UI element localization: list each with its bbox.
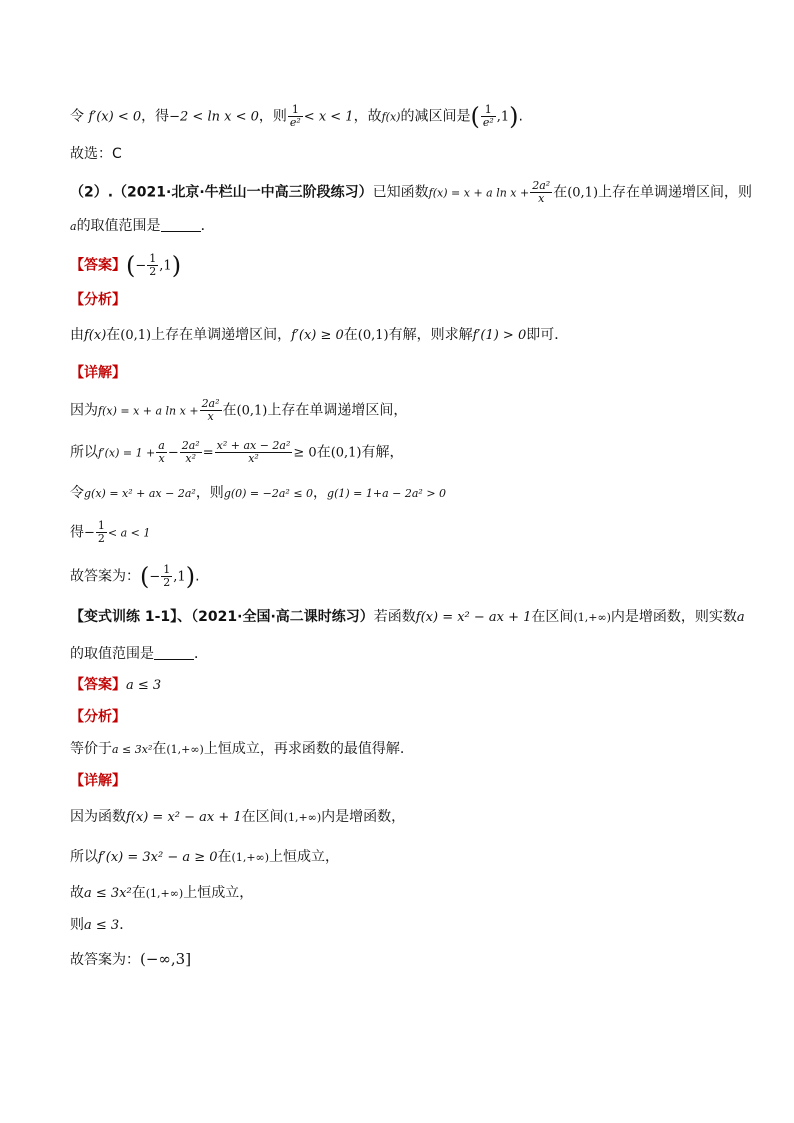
question-2-line-2 [70, 215, 734, 238]
text: ，则 [258, 108, 287, 125]
fraction [288, 104, 303, 129]
text: 上恒成立，再求函数的最值得解. [203, 741, 405, 757]
text: 在区间 [241, 809, 284, 825]
detail-line-3 [70, 482, 734, 505]
math: − [167, 445, 179, 461]
text: 的减区间是 [400, 108, 471, 125]
analysis-line-2 [70, 738, 734, 761]
math: = [202, 445, 214, 461]
text: 1 [149, 252, 157, 265]
paren: ) [171, 251, 182, 280]
text: 2 [97, 532, 105, 545]
text: ． [194, 646, 208, 662]
math: (1,+∞) [573, 611, 611, 624]
math: a ≤ 3x² [112, 743, 153, 756]
detail-tag-1 [70, 362, 734, 384]
math: f′(x) < 0 [88, 109, 142, 125]
fraction [200, 398, 222, 423]
math: < a < 1 [107, 526, 151, 540]
text: 故答案为： [70, 568, 140, 585]
text: 在区间 [531, 609, 574, 625]
text: 有解， [361, 444, 404, 461]
text: 则 [70, 917, 84, 933]
detail-tag: 【详解】 [70, 365, 126, 381]
text: 有解，则求解 [388, 327, 473, 343]
math: a ≤ 3 [126, 678, 162, 693]
math: g(1) = 1+a − 2a² > 0 [327, 487, 447, 500]
text: 1 [481, 104, 496, 117]
text: 在 [316, 444, 331, 461]
detail2-line-4 [70, 914, 734, 937]
detail-line-4 [70, 520, 734, 545]
math: − [149, 569, 161, 585]
math: ≥ 0 [293, 445, 317, 461]
text: 故答案为： [70, 952, 140, 968]
text: 内是增函数，则实数 [610, 609, 737, 625]
math: −2 < ln x < 0 [169, 109, 259, 125]
variant-line-1 [70, 606, 745, 629]
math: f(x) [381, 110, 401, 124]
fraction [156, 440, 167, 465]
text: 上存在单调递增区间， [267, 402, 408, 419]
solution-line-1 [70, 104, 734, 129]
text: ，故 [353, 108, 382, 125]
text: 在 [131, 885, 146, 901]
math: f′(1) > 0 [472, 328, 527, 343]
text: 令 [70, 108, 89, 125]
text: e² [289, 116, 301, 129]
detail-line-2 [70, 440, 734, 465]
math: f(x) = x² − ax + 1 [126, 810, 242, 825]
math: g(x) = x² + ax − 2a² [84, 487, 196, 500]
answer-blank [154, 645, 194, 660]
analysis-tag: 【分析】 [70, 292, 126, 308]
math: a [736, 610, 745, 625]
text: 若函数 [373, 609, 416, 625]
detail2-line-1 [70, 806, 734, 829]
math: f′(x) = 1 + [98, 446, 156, 460]
detail-line-1 [70, 398, 734, 423]
math: ,1 [496, 109, 510, 125]
text: x² [248, 452, 259, 465]
answer-line-2 [70, 674, 734, 697]
text: 1 [97, 519, 105, 532]
fraction [161, 564, 172, 589]
text: ( [140, 562, 150, 591]
math: (0,1) [357, 328, 389, 343]
text: 在 [343, 327, 358, 343]
detail-tag: 【详解】 [70, 773, 126, 789]
analysis-line-1 [70, 324, 734, 347]
analysis-tag-1 [70, 289, 734, 311]
math: − [135, 258, 147, 274]
math: f(x) = x + a ln x + [98, 404, 199, 418]
text: 所以 [70, 849, 98, 865]
text: 即可． [526, 327, 569, 343]
math: (1,+∞) [166, 743, 204, 756]
text: 内是增函数， [321, 809, 406, 825]
detail-tag-2 [70, 770, 734, 792]
question-source: 【变式训练 1-1】、（2021·全国·高二课时练习） [70, 609, 374, 625]
text: e² [482, 116, 494, 129]
text: ． [119, 917, 134, 933]
math: − [84, 525, 95, 541]
math: a ≤ 3 [84, 918, 120, 933]
text: 在 [553, 184, 568, 201]
text: 上存在单调递增区间，则 [598, 184, 753, 201]
text: 在 [222, 402, 237, 419]
text: x² [185, 452, 197, 465]
text: 由 [70, 327, 84, 343]
math: f(x) = x + a ln x + [428, 186, 530, 200]
variant-line-2 [70, 643, 734, 665]
fraction [481, 104, 496, 129]
math: ,1 [173, 569, 186, 585]
paren: ) [509, 102, 519, 131]
choice-line: 故选：C [70, 146, 122, 162]
text: 2a² [201, 397, 220, 410]
detail2-line-2 [70, 846, 734, 869]
text: 已知函数 [372, 184, 429, 201]
fraction [147, 253, 158, 278]
text: . [518, 108, 523, 125]
text: 因为函数 [70, 809, 126, 825]
text: 1 [288, 104, 303, 117]
text: 2 [163, 576, 171, 589]
text: 得 [70, 524, 84, 541]
text: 在 [217, 849, 232, 865]
question-2-line-1 [70, 179, 753, 205]
text: 所以 [70, 444, 98, 461]
math: (0,1) [120, 328, 152, 343]
answer-tag: 【答案】 [70, 677, 126, 693]
text: 2 [149, 265, 157, 278]
math: (0,1) [567, 185, 599, 201]
text: 等价于 [70, 741, 112, 757]
text: 的取值范围是 [76, 218, 161, 234]
text: 在 [152, 741, 167, 757]
math: (0,1) [330, 445, 362, 461]
math: (1,+∞) [145, 887, 184, 900]
analysis-tag: 【分析】 [70, 709, 126, 725]
text: 上恒成立， [269, 849, 340, 865]
math: g(0) = −2a² ≤ 0 [223, 487, 314, 500]
text: 因为 [70, 402, 98, 419]
text: ，则 [195, 485, 224, 501]
fraction [180, 440, 202, 465]
answer-blank [161, 217, 201, 232]
math: f′(x) ≥ 0 [291, 328, 344, 343]
math: f(x) = x² − ax + 1 [415, 610, 532, 625]
text: 2a² [181, 439, 200, 452]
text: ． [200, 218, 215, 234]
math: a [70, 220, 77, 233]
math: f(x) [84, 328, 107, 343]
answer-tag: 【答案】 [70, 257, 126, 274]
text: a [158, 439, 165, 452]
fraction [215, 440, 293, 465]
math: f′(x) = 3x² − a ≥ 0 [98, 850, 218, 865]
fraction [530, 180, 552, 205]
answer-line-1 [70, 253, 734, 278]
text: 2a² [532, 179, 551, 192]
math: ,1 [159, 258, 172, 274]
fraction [96, 520, 107, 545]
detail2-line-3 [70, 882, 734, 905]
text: 令 [70, 485, 84, 501]
math: (0,1) [236, 403, 268, 419]
text: 在 [106, 327, 121, 343]
math: < x < 1 [303, 109, 354, 125]
text: x² + ax − 2a² [216, 439, 291, 452]
text: 故 [70, 885, 84, 901]
paren: ( [470, 102, 480, 131]
text: 上恒成立， [183, 885, 254, 901]
math: (−∞,3] [140, 950, 192, 968]
text: . [195, 568, 200, 585]
detail-line-5 [70, 564, 734, 589]
math: (1,+∞) [231, 851, 270, 864]
text: ， [313, 485, 328, 501]
text: 上存在单调递增区间， [151, 327, 292, 343]
text: ) [185, 562, 196, 591]
text: ，得 [141, 108, 170, 125]
text: x [207, 410, 214, 423]
math: (1,+∞) [283, 811, 322, 824]
paren: ( [126, 251, 136, 280]
text: 1 [163, 563, 171, 576]
analysis-tag-2 [70, 706, 734, 728]
question-source: （2）.（2021·北京·牛栏山一中高三阶段练习） [70, 184, 373, 201]
text: x [538, 192, 545, 205]
detail2-line-5 [70, 948, 734, 971]
math: a ≤ 3x² [84, 886, 132, 901]
text: 的取值范围是 [70, 646, 154, 662]
text: x [158, 452, 165, 465]
